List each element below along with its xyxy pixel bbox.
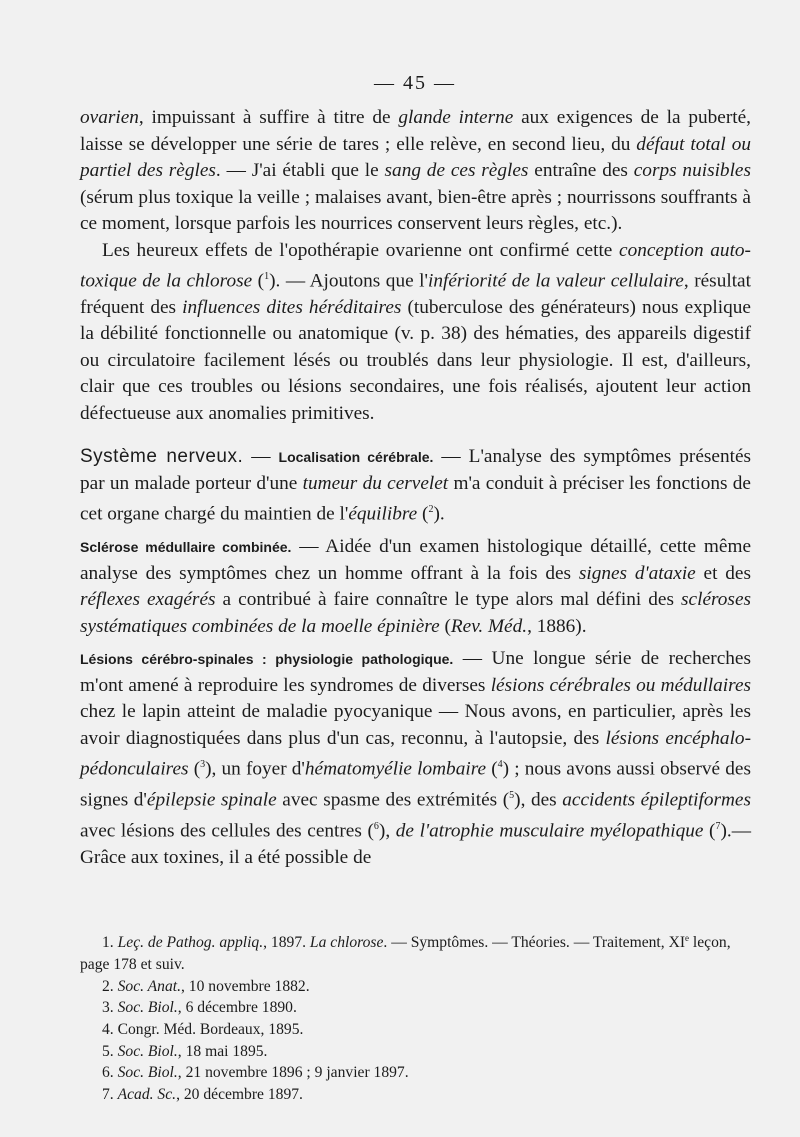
italic-term: Soc. Biol. <box>117 1064 178 1082</box>
text-run: , 18 mai 1895. <box>177 1042 268 1060</box>
text-run: m'a conduit à préciser les fonctions de cet organe chargé du maintien de l' <box>80 472 751 525</box>
text-run: ). — Ajoutons que l' <box>269 270 428 292</box>
subsection-heading: Sclérose médullaire combinée. <box>80 539 292 556</box>
text-run: — <box>243 446 279 468</box>
footnote-6 <box>80 1062 751 1084</box>
text-run: ). <box>433 503 445 525</box>
text-run: ( <box>703 820 716 842</box>
text-run: aux exigences de la puberté, laisse se développer une série de tares ; elle relève, en second lieu, du <box>80 107 751 155</box>
paragraph <box>80 444 751 528</box>
text-run: leçon, page 178 et suiv. <box>80 934 731 973</box>
text-run: — Aidée d'un examen histologique détaillé, cette même analyse des symptômes chez un homme offrant à la fois des <box>80 536 752 584</box>
italic-term: réflexes exagérés <box>80 589 216 611</box>
italic-term: lésions cérébrales ou médullaires <box>490 674 752 696</box>
text-run: Congr. Méd. Bordeaux, 1895. <box>117 1021 304 1038</box>
superscript: e <box>685 933 690 943</box>
italic-term: défaut total ou partiel des règles <box>80 133 751 181</box>
text-run: ) ; nous avons aussi observé des signes d' <box>80 758 751 811</box>
footnote-ref: 3 <box>200 759 206 771</box>
text-run: entraîne des <box>528 160 634 181</box>
footnote-3 <box>80 997 751 1019</box>
footnote-number: 2. <box>102 977 118 995</box>
text-run: , 1897. <box>263 934 310 952</box>
page-number: — 45 — <box>374 72 456 94</box>
text-run: , 6 décembre 1890. <box>177 999 297 1017</box>
italic-term: équilibre <box>348 503 418 525</box>
italic-term: Soc. Biol. <box>117 999 178 1017</box>
text-run: , résultat fréquent des <box>80 270 751 318</box>
text-run: (sérum plus toxique la veille ; malaises avant, bien-être après ; nourrissons souffrants à ce moment, lorsque parfois les nourrices conservent leurs règles, etc.). <box>80 186 751 234</box>
footnote-ref: 1 <box>264 271 270 282</box>
footnote-1 <box>80 928 751 976</box>
text-run: , 1886). <box>527 615 587 637</box>
italic-term: accidents épileptiformes <box>562 789 751 811</box>
text-run: (tuberculose des générateurs) nous explique la débilité fonctionnelle ou anatomique (v. p. 38) des hématies, des appareils digestif ou circulatoire facilement lésés ou troublés dans leur physiologie. Il est, d'ailleurs, clair que ces troubles ou lésions secondaires, une fois réalisés, ajoutent leur action défectueuse aux anomalies primitives. <box>80 296 751 424</box>
text-run: et des <box>695 562 751 584</box>
text-run: Les heureux effets de l'opothérapie ovarienne ont confirmé cette <box>102 239 620 261</box>
paragraph <box>80 238 751 428</box>
text-run: — L'analyse des symptômes présentés par un malade porteur d'une <box>80 446 752 494</box>
italic-term: Soc. Biol. <box>117 1042 178 1060</box>
italic-term: Leç. de Pathog. appliq. <box>117 934 264 952</box>
text-run: , impuissant à suffire à titre de <box>138 107 399 128</box>
italic-term: Soc. Anat. <box>117 977 181 995</box>
italic-term: influences dites héréditaires <box>182 296 402 318</box>
footnote-7 <box>80 1084 751 1106</box>
paragraph <box>80 646 751 871</box>
text-run: avec spasme des extrémités ( <box>276 789 510 811</box>
paragraph <box>80 105 751 238</box>
footnotes <box>80 928 751 1106</box>
italic-term: sang de ces règles <box>384 160 529 181</box>
footnote-ref: 6 <box>373 821 379 833</box>
italic-term: de l'atrophie musculaire myélopathique <box>395 820 704 842</box>
italic-term: ovarien <box>80 107 139 128</box>
footnote-number: 1. <box>102 934 118 952</box>
text-run: ), des <box>514 789 563 811</box>
text-run: ), un foyer d' <box>205 758 305 780</box>
text-run: ( <box>486 758 498 780</box>
footnote-ref: 7 <box>715 821 721 833</box>
footnote-number: 6. <box>102 1064 118 1082</box>
text-run: ( <box>417 503 429 525</box>
italic-term: La chlorose <box>309 934 384 952</box>
italic-term: conception auto-toxique de la chlorose <box>80 239 751 292</box>
italic-term: infériorité de la valeur cellulaire <box>428 270 684 292</box>
text-run: ( <box>252 270 265 292</box>
text-run: , 20 décembre 1897. <box>176 1086 303 1104</box>
section-heading: Système nerveux. <box>80 446 244 468</box>
text-run: . — Symptômes. — Théories. — Traitement, XI <box>383 934 686 952</box>
italic-term: scléroses systématiques combinées de la moelle épinière <box>80 589 752 637</box>
italic-term: Rev. Méd. <box>450 615 528 637</box>
footnote-ref: 4 <box>497 759 503 771</box>
text-run: ), <box>378 820 396 842</box>
body-text <box>80 105 751 872</box>
italic-term: tumeur du cervelet <box>302 472 449 494</box>
text-run: , 10 novembre 1882. <box>180 977 310 995</box>
text-run: ( <box>188 758 201 780</box>
footnote-5 <box>80 1041 751 1063</box>
italic-term: signes d'ataxie <box>578 562 696 584</box>
footnote-number: 4. <box>102 1021 118 1038</box>
text-run: , 21 novembre 1896 ; 9 janvier 1897. <box>177 1064 409 1082</box>
subsection-heading: Localisation cérébrale. <box>278 449 434 466</box>
italic-term: Acad. Sc. <box>117 1086 177 1104</box>
paragraph <box>80 534 751 640</box>
italic-term: hématomyélie lombaire <box>304 758 487 780</box>
italic-term: lésions encéphalo-pédonculaires <box>80 727 751 780</box>
footnote-ref: 5 <box>509 790 515 802</box>
italic-term: épilepsie spinale <box>146 789 277 811</box>
text-run: . — J'ai établi que le <box>215 160 385 181</box>
footnote-number: 5. <box>102 1042 118 1060</box>
italic-term: glande interne <box>398 107 514 128</box>
italic-term: corps nuisibles <box>633 160 751 181</box>
footnote-ref: 2 <box>428 504 434 516</box>
footnote-4 <box>80 1019 751 1041</box>
footnote-number: 3. <box>102 999 118 1017</box>
text-run: avec lésions des cellules des centres ( <box>80 820 374 842</box>
subsection-heading: Lésions cérébro-spinales : physiologie pathologique. <box>80 651 454 668</box>
text-run: — Une longue série de recherches m'ont amené à reproduire les syndromes de diverses <box>80 648 751 696</box>
text-run: ).— Grâce aux toxines, il a été possible de <box>80 820 752 869</box>
footnote-2 <box>80 976 751 998</box>
text-run: a contribué à faire connaître le type alors mal défini des <box>215 589 682 611</box>
text-run: chez le lapin atteint de maladie pyocyanique — Nous avons, en particulier, après les avoir diagnostiquées dans plus d'un cas, reconnu, à l'autopsie, des <box>80 701 751 749</box>
text-run: ( <box>439 615 451 637</box>
footnote-number: 7. <box>102 1086 118 1104</box>
